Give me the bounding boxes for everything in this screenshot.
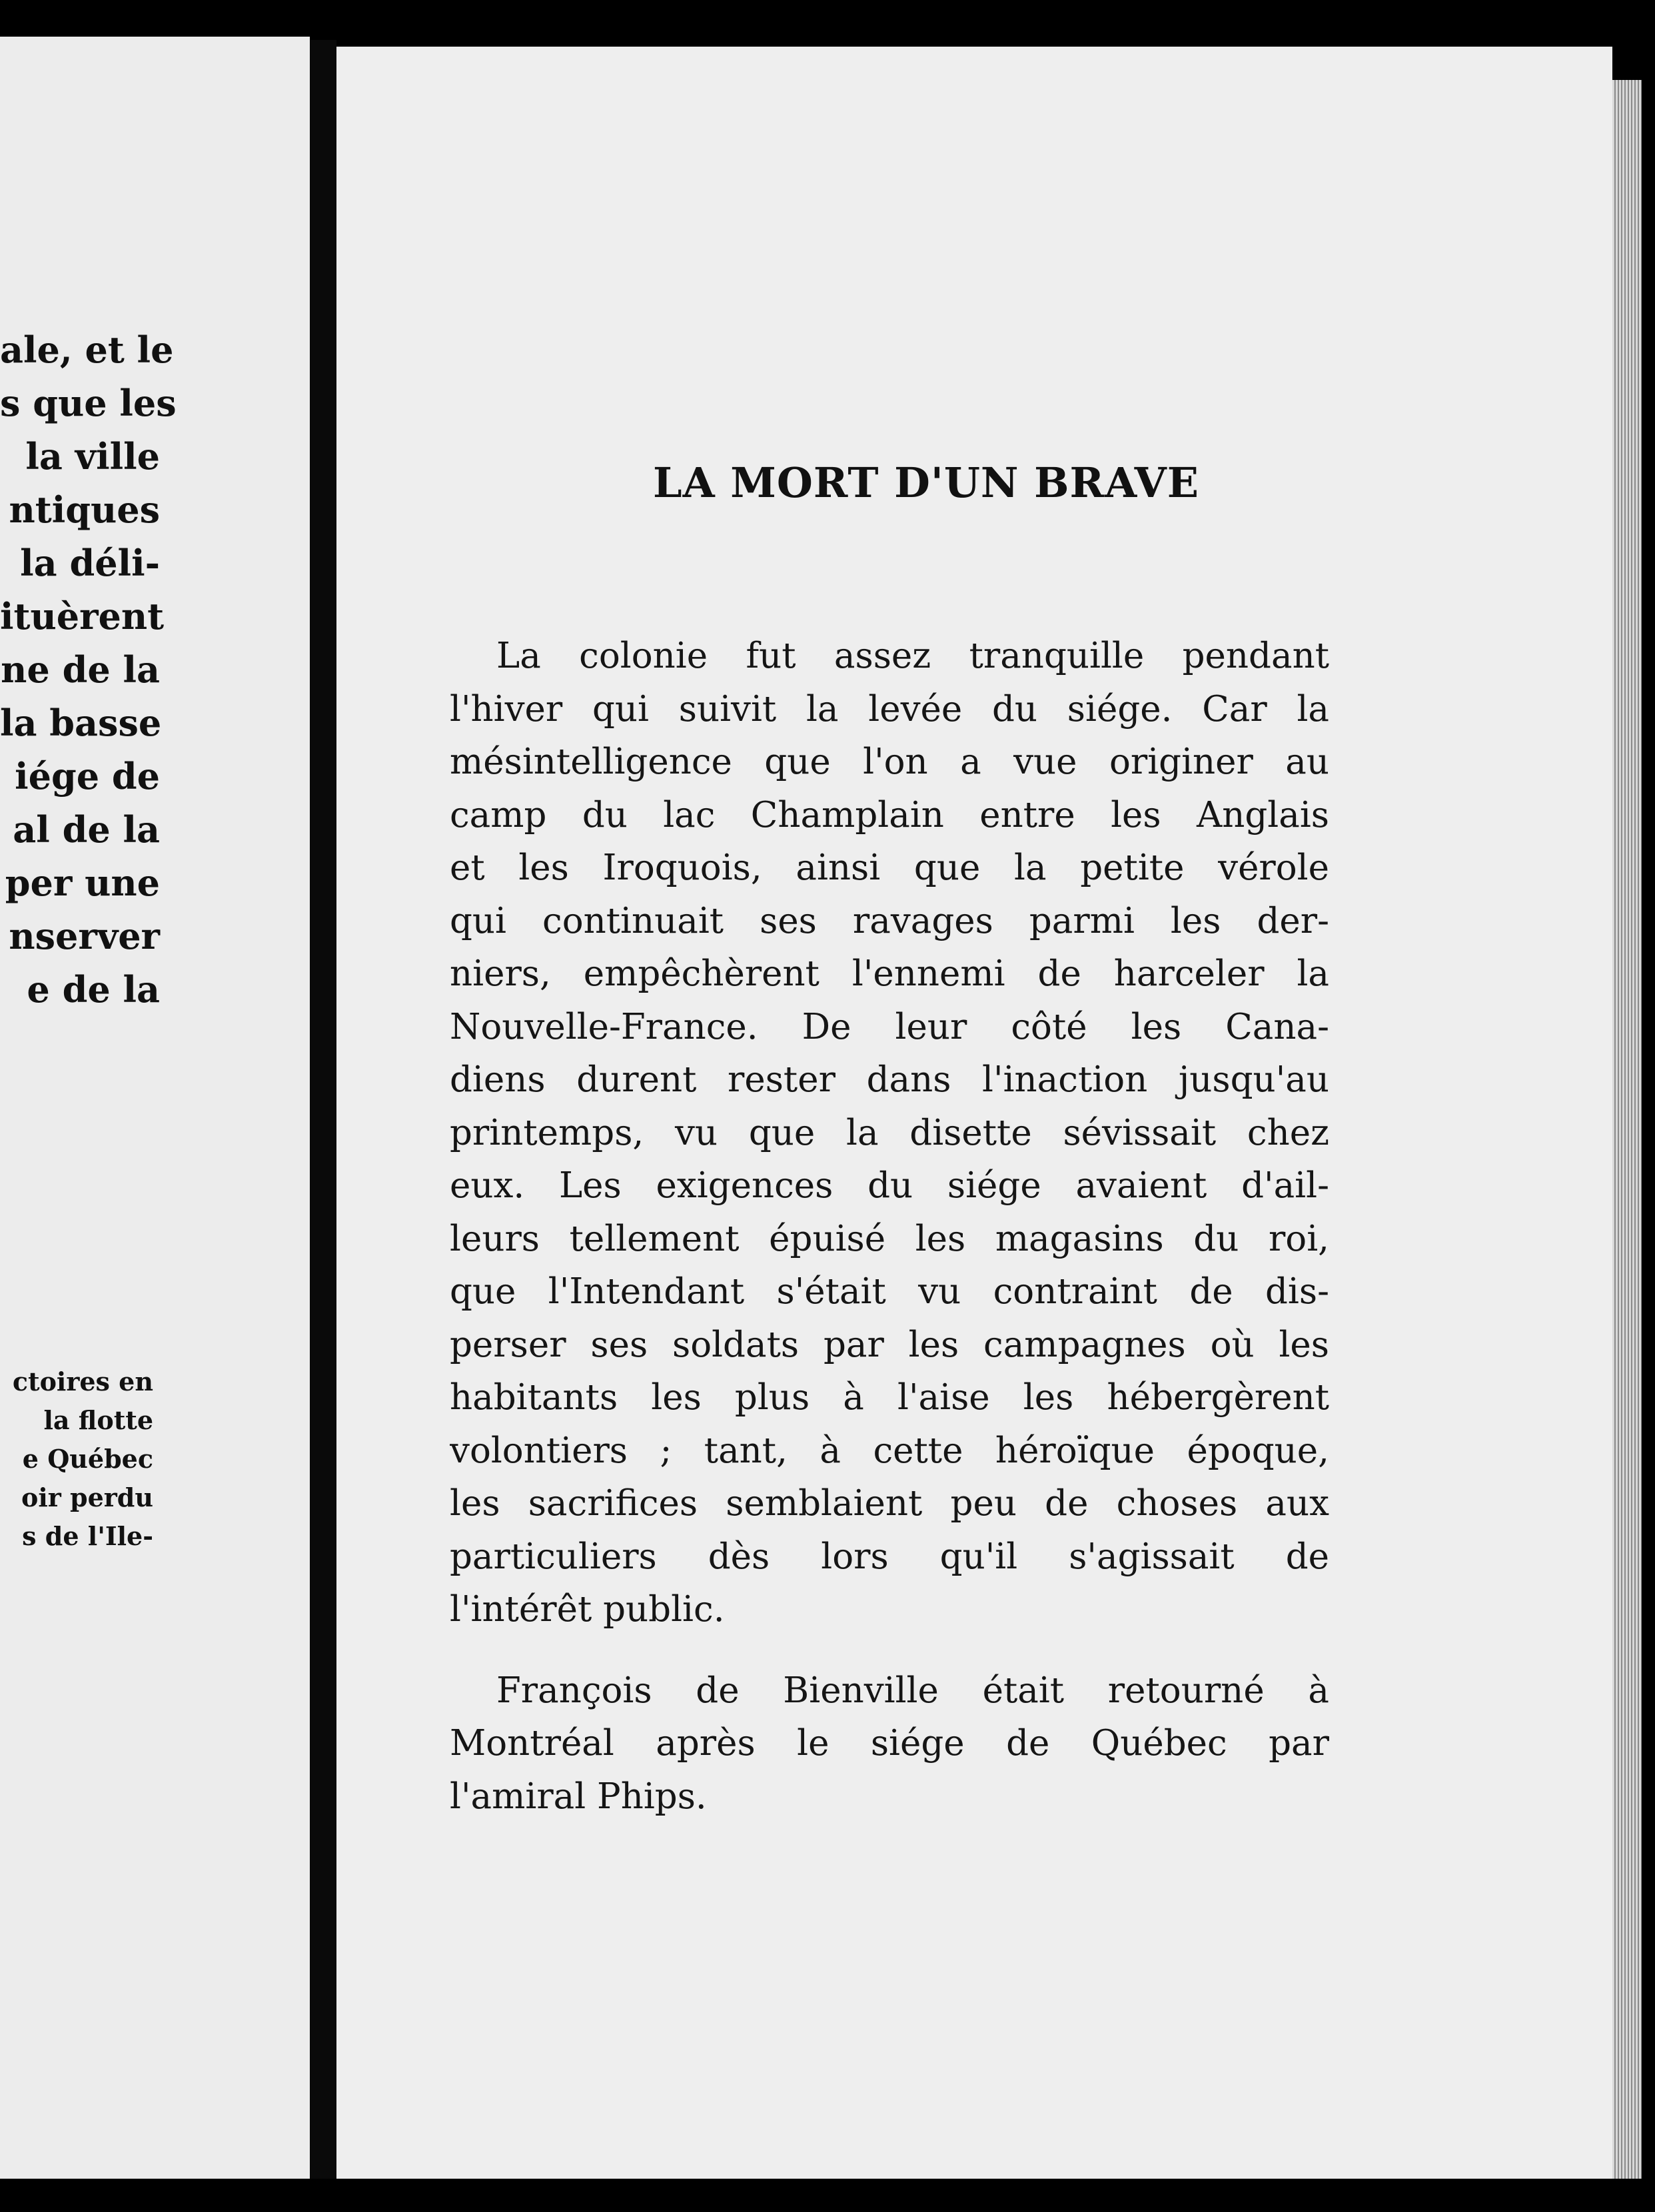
left-line: iége de [15, 755, 160, 798]
left-line: ale, et le [0, 328, 174, 371]
text-line: mésintelligence que l'on a vue originer au [450, 742, 1329, 782]
book-gutter [310, 40, 336, 2179]
text-line: perser ses soldats par les campagnes où les [450, 1324, 1329, 1365]
text-line: niers, empêchèrent l'ennemi de harceler la [450, 953, 1329, 994]
left-page-text [0, 323, 177, 1016]
left-line: la déli- [20, 542, 160, 584]
text-line: et les Iroquois, ainsi que la petite vérole [450, 847, 1329, 888]
left-page [0, 37, 310, 2179]
page-edge [1612, 80, 1642, 2179]
left-line: ne de la [1, 648, 160, 691]
left-line: ituèrent [0, 595, 165, 638]
text-line: camp du lac Champlain entre les Anglais [450, 794, 1329, 835]
text-line: Nouvelle-France. De leur côté les Cana- [450, 1006, 1329, 1047]
left-line: ntiques [9, 488, 160, 531]
left-footnote-line: la flotte [43, 1405, 153, 1435]
left-footnote-line: ctoires en [12, 1367, 153, 1396]
chapter-title: LA MORT D'UN BRAVE [653, 458, 1200, 507]
left-line: s que les [0, 382, 177, 424]
left-page-footnotes [0, 1363, 153, 1556]
paragraph [450, 630, 1329, 1636]
text-line: les sacrifices semblaient peu de choses aux [450, 1483, 1329, 1524]
left-footnote-line: oir perdu [21, 1482, 153, 1512]
text-line: qui continuait ses ravages parmi les der- [450, 900, 1329, 941]
left-line: al de la [13, 808, 160, 851]
text-line: habitants les plus à l'aise les hébergèrent [450, 1377, 1329, 1418]
text-line: particuliers dès lors qu'il s'agissait de [450, 1536, 1329, 1577]
paragraph-gap [450, 1636, 1329, 1664]
left-line: per une [5, 861, 160, 904]
left-footnote-line: s de l'Ile- [22, 1521, 153, 1551]
paragraph [450, 1664, 1329, 1824]
text-line: diens durent rester dans l'inaction jusqu'au [450, 1059, 1329, 1100]
text-line: l'amiral Phips. [450, 1776, 707, 1817]
text-line: leurs tellement épuisé les magasins du roi, [450, 1218, 1329, 1259]
left-footnote-line: e Québec [22, 1444, 153, 1474]
text-line: François de Bienville était retourné à [496, 1670, 1329, 1711]
text-line: l'intérêt public. [450, 1589, 725, 1630]
left-line: la ville [25, 435, 160, 478]
body-text [450, 630, 1329, 1823]
text-line: que l'Intendant s'était vu contraint de dis- [450, 1271, 1329, 1312]
text-line: volontiers ; tant, à cette héroïque époque, [450, 1430, 1329, 1471]
text-line: l'hiver qui suivit la levée du siége. Car la [450, 688, 1329, 730]
left-line: la basse [0, 702, 162, 744]
left-line: nserver [9, 915, 160, 957]
text-line: Montréal après le siége de Québec par [450, 1723, 1329, 1764]
text-line: La colonie fut assez tranquille pendant [496, 636, 1329, 676]
text-line: eux. Les exigences du siége avaient d'ail- [450, 1165, 1329, 1206]
left-line: e de la [27, 968, 160, 1011]
text-line: printemps, vu que la disette sévissait chez [450, 1112, 1329, 1153]
